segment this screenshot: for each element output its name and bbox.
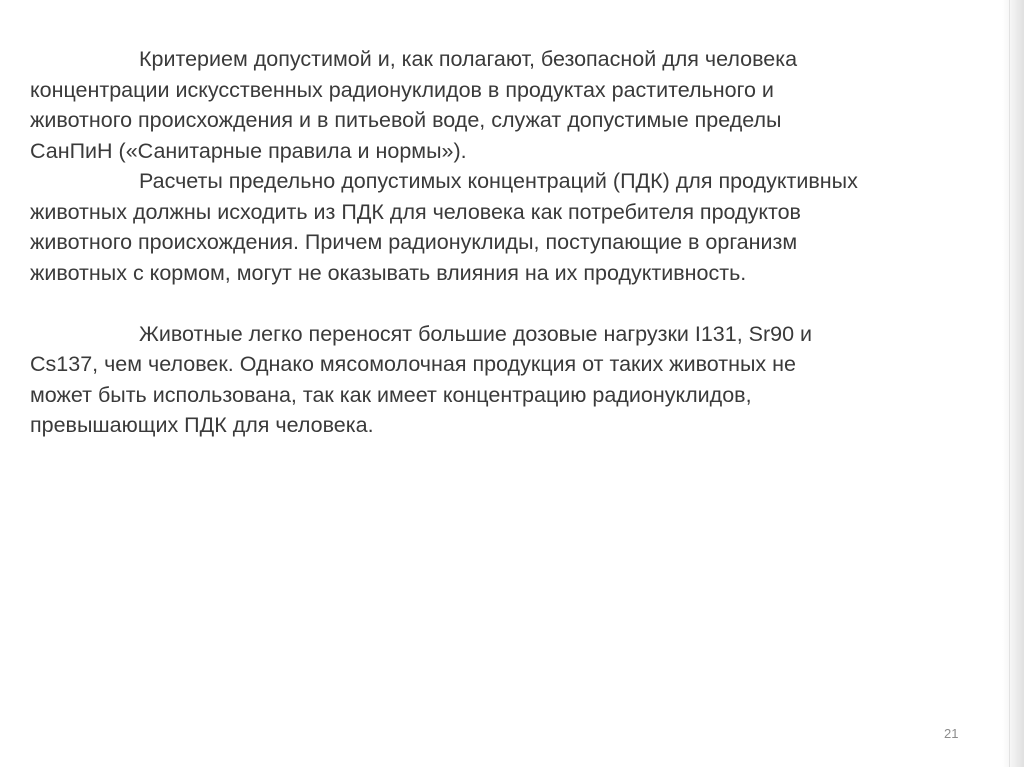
text-line: животного происхождения. Причем радионуклиды, поступающие в организм xyxy=(30,230,798,254)
paragraph-pdk-calculation xyxy=(30,166,990,288)
paragraph-gap xyxy=(30,288,990,319)
text-line: животных с кормом, могут не оказывать влияния на их продуктивность. xyxy=(30,260,747,285)
text-line: концентрации искусственных радионуклидов в продуктах растительного и xyxy=(30,77,774,102)
slide-edge-line xyxy=(1009,0,1010,767)
text-line: Животные легко переносят большие дозовые нагрузки I131, Sr90 и xyxy=(139,321,813,346)
text-line: Расчеты предельно допустимых концентраций (ПДК) для продуктивных xyxy=(139,169,858,193)
text-line: СанПиН («Санитарные правила и нормы»). xyxy=(30,138,467,163)
text-line: животных должны исходить из ПДК для человека как потребителя продуктов xyxy=(30,199,801,224)
text-line: превышающих ПДК для человека. xyxy=(30,413,374,437)
text-line: Cs137, чем человек. Однако мясомолочная продукция от таких животных не xyxy=(30,352,796,376)
paragraph-criteria xyxy=(30,44,990,166)
text-line: может быть использована, так как имеет концентрацию радионуклидов, xyxy=(30,382,752,407)
slide-body-text xyxy=(30,44,990,441)
paragraph-dose-loads xyxy=(30,319,990,441)
text-line: Критерием допустимой и, как полагают, безопасной для человека xyxy=(139,47,798,71)
page-number: 21 xyxy=(944,726,959,741)
slide-edge-shadow xyxy=(1002,0,1024,767)
text-line: животного происхождения и в питьевой воде, служат допустимые пределы xyxy=(30,108,782,132)
